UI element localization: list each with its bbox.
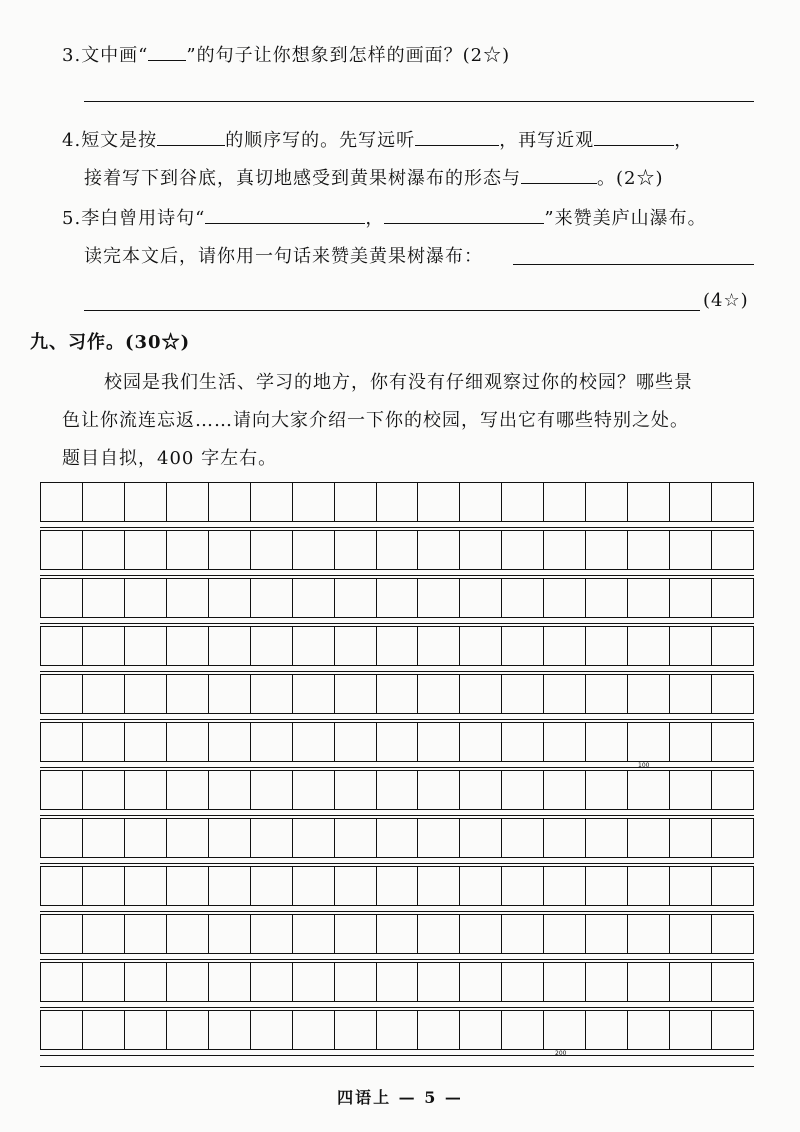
grid-cell[interactable] [83,771,125,809]
grid-row [40,722,754,762]
grid-cell[interactable] [670,915,712,953]
grid-cell[interactable] [460,771,502,809]
grid-cell[interactable] [293,1011,335,1049]
answer-line[interactable] [84,310,700,311]
row-separator [40,719,754,720]
grid-cell[interactable] [125,771,167,809]
grid-cell[interactable] [293,867,335,905]
grid-cell[interactable] [502,723,544,761]
grid-cell[interactable] [209,915,251,953]
grid-row [40,626,754,666]
grid-cell[interactable] [460,1011,502,1049]
grid-cell[interactable] [502,483,544,521]
grid-cell[interactable] [586,483,628,521]
grid-cell[interactable] [544,579,586,617]
grid-cell[interactable] [377,723,419,761]
grid-cell[interactable] [209,483,251,521]
grid-cell[interactable] [125,675,167,713]
grid-cell[interactable] [125,723,167,761]
grid-cell[interactable] [586,579,628,617]
grid-cell[interactable] [83,819,125,857]
grid-cell[interactable] [293,723,335,761]
grid-cell[interactable] [125,531,167,569]
fill-blank[interactable] [594,125,674,146]
grid-cell[interactable] [544,1011,586,1049]
grid-cell[interactable] [167,675,209,713]
grid-cell[interactable] [41,483,83,521]
grid-row [40,578,754,618]
grid-cell[interactable] [628,1011,670,1049]
grid-cell[interactable] [251,963,293,1001]
grid-cell[interactable] [167,867,209,905]
grid-cell[interactable] [502,771,544,809]
grid-cell[interactable] [293,819,335,857]
grid-cell[interactable] [460,579,502,617]
grid-cell[interactable] [251,771,293,809]
grid-cell[interactable] [335,819,377,857]
grid-cell[interactable] [418,915,460,953]
grid-cell[interactable] [167,579,209,617]
grid-cell[interactable] [544,867,586,905]
grid-cell[interactable] [251,627,293,665]
grid-cell[interactable] [544,675,586,713]
question-4-text: 的顺序写的。先写远听 [225,130,416,151]
grid-cell[interactable] [670,531,712,569]
grid-cell[interactable] [335,963,377,1001]
grid-cell[interactable] [125,1011,167,1049]
grid-cell[interactable] [712,867,753,905]
grid-cell[interactable] [586,723,628,761]
row-separator [40,623,754,624]
grid-cell[interactable] [83,579,125,617]
grid-cell[interactable] [544,819,586,857]
question-5-text: 李白曾用诗句“ [81,208,206,229]
grid-cell[interactable] [670,579,712,617]
grid-cell[interactable] [377,531,419,569]
grid-cell[interactable] [544,963,586,1001]
question-5-line-2 [84,244,483,270]
grid-row [40,962,754,1002]
question-number: 5. [62,208,82,229]
grid-cell[interactable] [712,915,753,953]
grid-cell[interactable] [251,1011,293,1049]
grid-cell[interactable] [670,1011,712,1049]
grid-cell[interactable] [628,819,670,857]
grid-cell[interactable] [586,963,628,1001]
grid-cell[interactable] [335,1011,377,1049]
grid-cell[interactable] [41,627,83,665]
grid-cell[interactable] [335,771,377,809]
grid-cell[interactable] [712,771,753,809]
grid-cell[interactable] [41,1011,83,1049]
grid-cell[interactable] [628,963,670,1001]
grid-cell[interactable] [502,1011,544,1049]
grid-cell[interactable] [460,483,502,521]
page-footer: 四语上 — 5 — [337,1088,463,1107]
grid-cell[interactable] [209,963,251,1001]
essay-prompt-line-2: 色让你流连忘返……请向大家介绍一下你的校园，写出它有哪些特别之处。 [62,410,689,431]
row-separator [40,911,754,912]
grid-bottom-line [40,1066,754,1067]
row-separator [40,1055,754,1056]
question-5-line-1 [62,203,707,232]
grid-row [40,866,754,906]
count-mark-200: 200 [555,1050,567,1057]
grid-cell[interactable] [712,579,753,617]
grid-cell[interactable] [209,723,251,761]
grid-cell[interactable] [460,819,502,857]
grid-cell[interactable] [586,627,628,665]
grid-cell[interactable] [628,915,670,953]
question-4-line-2 [84,163,664,192]
grid-cell[interactable] [209,771,251,809]
grid-cell[interactable] [293,627,335,665]
grid-cell[interactable] [167,531,209,569]
grid-cell[interactable] [670,819,712,857]
grid-cell[interactable] [41,579,83,617]
grid-cell[interactable] [712,963,753,1001]
question-5-text: ”来赞美庐山瀑布。 [544,208,707,229]
question-4-text: ， [674,130,694,151]
grid-cell[interactable] [41,963,83,1001]
grid-cell[interactable] [293,579,335,617]
row-separator [40,959,754,960]
grid-cell[interactable] [167,771,209,809]
grid-cell[interactable] [502,915,544,953]
grid-cell[interactable] [125,963,167,1001]
grid-cell[interactable] [712,627,753,665]
grid-cell[interactable] [125,915,167,953]
grid-cell[interactable] [502,531,544,569]
row-separator [40,527,754,528]
grid-cell[interactable] [712,675,753,713]
fill-blank[interactable] [205,203,365,224]
grid-cell[interactable] [502,675,544,713]
question-5-score: (4☆) [703,290,749,311]
grid-cell[interactable] [41,531,83,569]
grid-cell[interactable] [293,771,335,809]
row-separator [40,671,754,672]
grid-cell[interactable] [125,867,167,905]
grid-cell[interactable] [586,771,628,809]
question-3 [62,40,510,69]
grid-row [40,674,754,714]
grid-cell[interactable] [83,531,125,569]
grid-cell[interactable] [460,963,502,1001]
grid-cell[interactable] [460,867,502,905]
grid-cell[interactable] [418,819,460,857]
grid-cell[interactable] [335,531,377,569]
grid-row [40,914,754,954]
grid-cell[interactable] [293,483,335,521]
grid-cell[interactable] [377,1011,419,1049]
grid-cell[interactable] [544,483,586,521]
grid-cell[interactable] [83,723,125,761]
grid-cell[interactable] [460,531,502,569]
grid-row [40,482,754,522]
grid-cell[interactable] [670,675,712,713]
question-number: 4. [62,130,82,151]
grid-cell[interactable] [209,867,251,905]
grid-cell[interactable] [251,819,293,857]
grid-cell[interactable] [460,915,502,953]
grid-cell[interactable] [83,867,125,905]
grid-cell[interactable] [544,627,586,665]
grid-cell[interactable] [544,771,586,809]
grid-cell[interactable] [335,675,377,713]
fill-blank[interactable] [384,203,544,224]
grid-cell[interactable] [628,771,670,809]
grid-cell[interactable] [418,579,460,617]
grid-cell[interactable] [293,915,335,953]
grid-cell[interactable] [167,627,209,665]
grid-cell[interactable] [586,1011,628,1049]
grid-cell[interactable] [377,675,419,713]
grid-row [40,818,754,858]
grid-cell[interactable] [209,627,251,665]
grid-cell[interactable] [460,627,502,665]
grid-cell[interactable] [377,915,419,953]
grid-cell[interactable] [83,483,125,521]
question-4-text: 接着写下到谷底，真切地感受到黄果树瀑布的形态与 [84,168,521,189]
question-3-text-before: 文中画“ [81,45,149,66]
grid-cell[interactable] [41,915,83,953]
question-5-text: 读完本文后，请你用一句话来赞美黄果树瀑布： [84,246,483,267]
grid-cell[interactable] [586,675,628,713]
fill-blank[interactable] [521,163,597,184]
grid-cell[interactable] [251,723,293,761]
grid-cell[interactable] [41,675,83,713]
grid-cell[interactable] [670,963,712,1001]
grid-cell[interactable] [377,579,419,617]
grid-cell[interactable] [377,963,419,1001]
grid-cell[interactable] [167,1011,209,1049]
grid-cell[interactable] [335,867,377,905]
grid-row [40,1010,754,1050]
grid-cell[interactable] [335,483,377,521]
grid-cell[interactable] [628,675,670,713]
grid-cell[interactable] [251,483,293,521]
grid-cell[interactable] [502,867,544,905]
section-9-heading: 九、习作。(30☆) [30,332,191,353]
grid-cell[interactable] [670,627,712,665]
grid-cell[interactable] [502,819,544,857]
grid-cell[interactable] [209,819,251,857]
grid-cell[interactable] [83,627,125,665]
grid-cell[interactable] [251,867,293,905]
grid-cell[interactable] [83,1011,125,1049]
grid-cell[interactable] [544,915,586,953]
grid-cell[interactable] [125,483,167,521]
grid-cell[interactable] [628,579,670,617]
grid-row [40,770,754,810]
grid-cell[interactable] [335,915,377,953]
grid-cell[interactable] [712,819,753,857]
grid-cell[interactable] [670,723,712,761]
grid-cell[interactable] [41,771,83,809]
essay-prompt-line-3: 题目自拟，400 字左右。 [62,448,278,469]
grid-cell[interactable] [628,627,670,665]
grid-cell[interactable] [83,963,125,1001]
grid-cell[interactable] [670,867,712,905]
grid-cell[interactable] [251,915,293,953]
grid-cell[interactable] [628,531,670,569]
fill-blank[interactable] [415,125,499,146]
grid-cell[interactable] [670,771,712,809]
grid-cell[interactable] [335,579,377,617]
grid-cell[interactable] [209,1011,251,1049]
grid-cell[interactable] [167,723,209,761]
grid-cell[interactable] [460,675,502,713]
grid-cell[interactable] [502,963,544,1001]
grid-cell[interactable] [167,963,209,1001]
grid-row [40,530,754,570]
question-number: 3. [62,45,82,66]
grid-cell[interactable] [712,723,753,761]
grid-cell[interactable] [586,531,628,569]
composition-grid[interactable] [40,482,754,1057]
question-5-text: ， [365,208,385,229]
grid-cell[interactable] [544,531,586,569]
grid-cell[interactable] [251,531,293,569]
grid-cell[interactable] [125,579,167,617]
grid-cell[interactable] [125,819,167,857]
grid-cell[interactable] [418,867,460,905]
grid-cell[interactable] [125,627,167,665]
grid-cell[interactable] [460,723,502,761]
grid-cell[interactable] [418,483,460,521]
grid-cell[interactable] [209,531,251,569]
grid-cell[interactable] [293,675,335,713]
question-3-text-after: ”的句子让你想象到怎样的画面？(2☆) [186,45,511,66]
grid-cell[interactable] [502,627,544,665]
grid-cell[interactable] [41,723,83,761]
grid-cell[interactable] [209,675,251,713]
grid-cell[interactable] [418,771,460,809]
grid-cell[interactable] [628,867,670,905]
grid-cell[interactable] [712,1011,753,1049]
grid-cell[interactable] [544,723,586,761]
grid-cell[interactable] [712,483,753,521]
grid-cell[interactable] [83,675,125,713]
grid-cell[interactable] [586,867,628,905]
answer-line[interactable] [513,264,754,265]
essay-prompt-line-1: 校园是我们生活、学习的地方，你有没有仔细观察过你的校园？哪些景 [104,372,693,393]
grid-cell[interactable] [167,915,209,953]
question-4-line-1 [62,125,693,154]
question-4-text: ，再写近观 [499,130,595,151]
grid-cell[interactable] [83,915,125,953]
grid-cell[interactable] [418,963,460,1001]
row-separator [40,575,754,576]
grid-cell[interactable] [377,867,419,905]
grid-cell[interactable] [418,675,460,713]
grid-cell[interactable] [377,627,419,665]
count-mark-100: 100 [638,762,650,769]
grid-cell[interactable] [209,579,251,617]
grid-cell[interactable] [377,483,419,521]
grid-cell[interactable] [335,723,377,761]
grid-cell[interactable] [251,579,293,617]
grid-cell[interactable] [628,483,670,521]
underline-mark [148,40,186,61]
grid-cell[interactable] [502,579,544,617]
grid-cell[interactable] [628,723,670,761]
grid-cell[interactable] [251,675,293,713]
question-4-text: 短文是按 [81,130,158,151]
grid-cell[interactable] [377,771,419,809]
grid-cell[interactable] [293,963,335,1001]
row-separator [40,1007,754,1008]
grid-cell[interactable] [586,915,628,953]
grid-cell[interactable] [586,819,628,857]
grid-cell[interactable] [712,531,753,569]
grid-cell[interactable] [41,819,83,857]
answer-line[interactable] [84,101,754,102]
grid-cell[interactable] [418,531,460,569]
grid-cell[interactable] [293,531,335,569]
grid-cell[interactable] [418,627,460,665]
grid-cell[interactable] [377,819,419,857]
row-separator [40,815,754,816]
grid-cell[interactable] [167,819,209,857]
grid-cell[interactable] [167,483,209,521]
question-4-text: 。(2☆) [597,168,664,189]
row-separator [40,863,754,864]
grid-cell[interactable] [670,483,712,521]
grid-cell[interactable] [335,627,377,665]
grid-cell[interactable] [41,867,83,905]
grid-cell[interactable] [418,1011,460,1049]
fill-blank[interactable] [157,125,225,146]
grid-cell[interactable] [418,723,460,761]
